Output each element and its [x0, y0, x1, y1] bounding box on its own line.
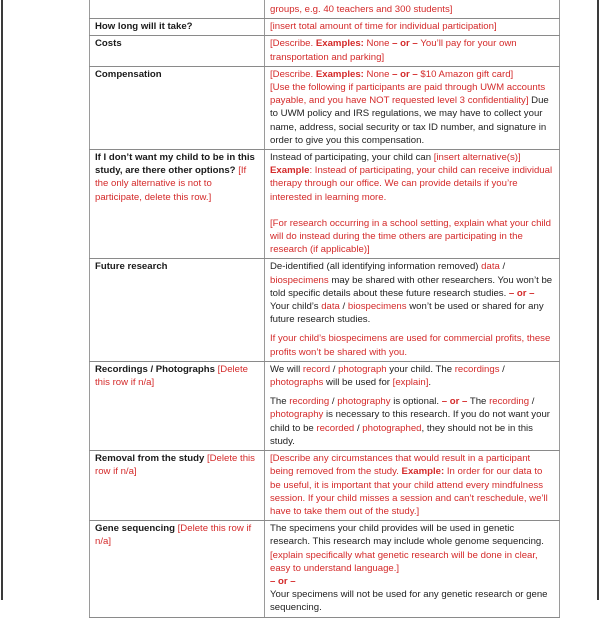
body-text: De-identified (all identifying information removed) [270, 261, 482, 273]
row-label: Costs [90, 36, 265, 66]
placeholder-text: [Describe. [270, 68, 316, 80]
body-text: may be shared with other researchers. You won’t be told specific details about these future research studies. [270, 274, 553, 299]
example-text: In order for our data to be useful, it is important that your child attend every mindfulness session. If your child misses a session and can’t reschedule, we’ll have to take them out of the study.] [270, 466, 548, 517]
placeholder-text: [Describe. [270, 38, 316, 50]
placeholder-text: groups, e.g. 40 teachers and 300 students] [270, 4, 453, 15]
option-text: biospecimens [270, 274, 329, 286]
row-label [90, 361, 265, 450]
table-row-removal [90, 451, 560, 521]
body-text: / [499, 261, 506, 273]
row-content [265, 66, 560, 149]
option-text: data [321, 301, 340, 313]
row-content [265, 521, 560, 617]
option-text: data [481, 261, 500, 273]
page-edge-left [1, 0, 3, 600]
row-label [90, 0, 265, 19]
placeholder-text: [explain] [392, 377, 429, 389]
body-text: / [529, 396, 535, 408]
option-text: recorded [316, 422, 355, 434]
table-row-alternatives [90, 150, 560, 259]
placeholder-text: [Describe any circumstances that would result in a participant being removed from the study. [270, 453, 531, 478]
option-text: recordings [454, 363, 500, 375]
example-text: : Instead of participating, your child can receive individual therapy through our office. We can provide details if you’re interested in learning more. [270, 165, 553, 203]
example-label: Example [270, 165, 310, 177]
or-separator: – or – [392, 68, 418, 80]
row-label-text: Removal from the study [95, 453, 205, 465]
row-label: How long will it take? [90, 19, 265, 36]
body-text: / [354, 422, 363, 434]
table-row-future-research [90, 259, 560, 361]
table-row-gene-sequencing [90, 521, 560, 617]
row-content [265, 150, 560, 259]
body-text: The specimens your child provides will be used in genetic research. This research may include whole genome sequencing. [270, 523, 544, 548]
page-edge-right [597, 0, 599, 600]
row-content [265, 36, 560, 66]
row-label: Future research [90, 259, 265, 361]
body-text: The [467, 396, 490, 408]
or-separator: – or – [392, 38, 421, 50]
option-text: None [363, 68, 393, 80]
body-text: Instead of participating, your child can [270, 152, 434, 164]
row-label-note: [Delete this row if n/a] [95, 523, 252, 548]
row-label-text: Recordings / Photographs [95, 363, 215, 375]
example-label: Example: [401, 466, 445, 478]
option-text: recording [489, 396, 530, 408]
table-row-recordings [90, 361, 560, 450]
option-text: photograph [338, 363, 387, 375]
option-text: record [302, 363, 331, 375]
option-text: photographs [270, 377, 324, 389]
or-separator: – or – [508, 287, 535, 299]
examples-label: Examples: [315, 38, 364, 50]
body-text: Due to UWM policy and IRS regulations, we may have to collect your name, address, social security or tax ID number, and signature in order to give you this compensation. [270, 95, 549, 146]
row-content [265, 19, 560, 36]
examples-label: Examples: [315, 68, 364, 80]
body-text: / [339, 301, 348, 313]
placeholder-text: [explain specifically what genetic research will be done in clear, easy to understand language.] [270, 549, 538, 574]
option-text: photography [270, 409, 324, 421]
option-text: biospecimens [347, 301, 407, 313]
body-text: / [329, 396, 338, 408]
body-text: / [330, 363, 339, 375]
option-text: $10 Amazon gift card] [417, 68, 514, 80]
placeholder-text: If your child’s biospecimens are used for commercial profits, these profits won’t be shared with you. [270, 333, 551, 358]
body-text: Your specimens will not be used for any genetic research or gene sequencing. [270, 589, 548, 614]
option-text: photography [337, 396, 391, 408]
body-text: your child. The [386, 363, 455, 375]
table-row-duration [90, 19, 560, 36]
option-text: recording [289, 396, 330, 408]
row-content [265, 361, 560, 450]
row-label: Compensation [90, 66, 265, 149]
body-text: The [270, 396, 290, 408]
row-label-note: [Delete this row if n/a] [95, 363, 249, 389]
placeholder-text: [insert total amount of time for individual participation] [270, 21, 497, 33]
row-label [90, 521, 265, 617]
body-text: is necessary to this research. If you do not want your child to be [270, 409, 550, 434]
row-content [265, 451, 560, 521]
row-label-note: [Delete this row if n/a] [95, 453, 255, 478]
body-text: is optional. [390, 396, 442, 408]
table-row-compensation [90, 66, 560, 149]
body-text: Your child’s [270, 301, 322, 313]
instruction-text: [Use the following if participants are paid through UWM accounts payable, and you have NOT requested level 3 confidentiality] [270, 82, 546, 107]
row-label [90, 150, 265, 259]
or-separator: – or – [270, 575, 296, 587]
body-text: / [499, 363, 505, 375]
row-label [90, 451, 265, 521]
row-label-text: If I don’t want my child to be in this study, are there other options? [95, 152, 255, 177]
option-text: You’ll pay for your own transportation and parking] [270, 38, 517, 63]
row-content [265, 259, 560, 361]
or-separator: – or – [441, 396, 468, 408]
instruction-text: [For research occurring in a school setting, explain what your child will do instead during the time others are participating in the research (if applicable)] [270, 217, 552, 256]
body-text: will be used for [323, 377, 393, 389]
row-label-note: [If the only alternative is not to participate, delete this row.] [95, 165, 247, 203]
option-text: photographed [362, 422, 422, 434]
row-content [265, 0, 560, 19]
table-row-participants [90, 0, 560, 19]
body-text: We will [270, 363, 303, 375]
body-text: , they should not be in this study. [270, 422, 533, 447]
consent-form-table [89, 0, 560, 618]
table-row-costs [90, 36, 560, 66]
body-text: won’t be used or shared for any future research studies. [270, 301, 544, 326]
placeholder-text: [insert alternative(s)] [433, 152, 521, 164]
row-label-text: Gene sequencing [95, 523, 175, 535]
body-text: . [428, 377, 432, 389]
option-text: None [363, 38, 393, 50]
